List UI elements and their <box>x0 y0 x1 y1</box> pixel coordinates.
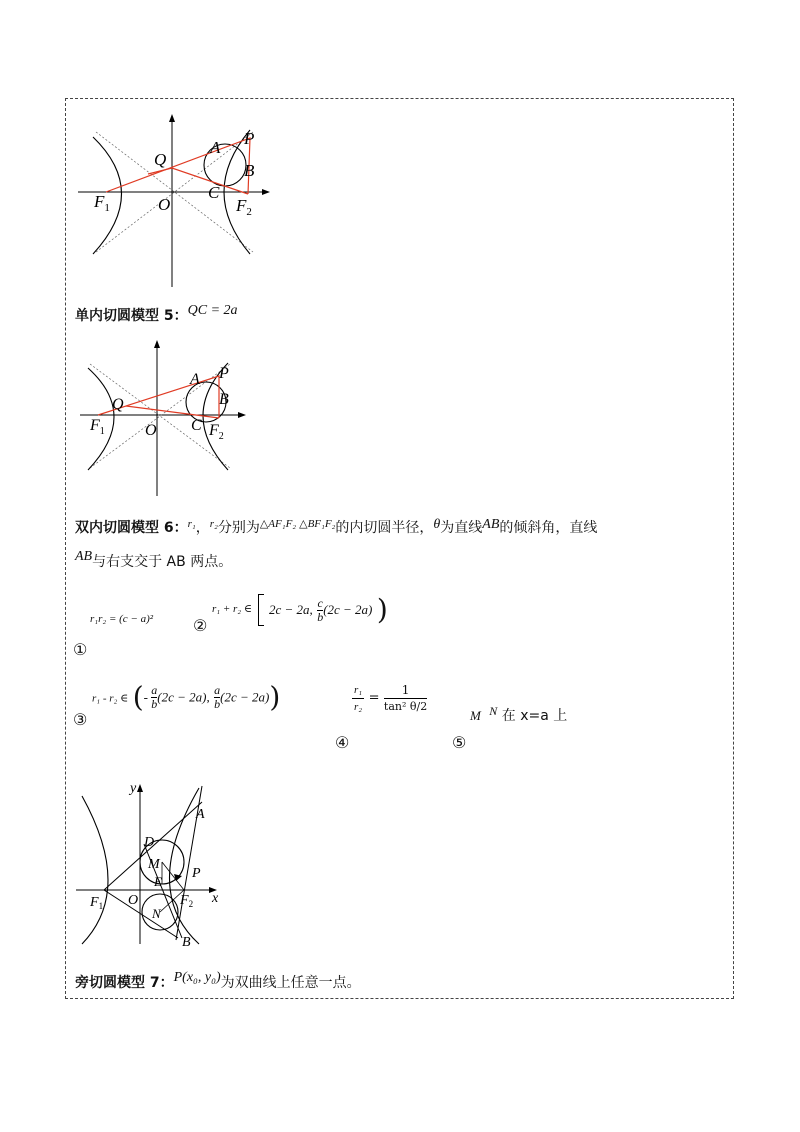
model6-line2: AB与右支交于 AB 两点。 <box>75 549 233 570</box>
label-F1: $F_1$ <box>94 192 110 214</box>
model5-title: 单内切圆模型 5： <box>75 308 188 324</box>
label-E: E <box>154 874 162 889</box>
label-C: C <box>208 183 220 202</box>
left-paren: ( <box>132 680 144 714</box>
circled-3: ③ <box>73 710 88 729</box>
model7-title: 旁切圆模型 7： <box>75 975 174 991</box>
label-F2: $F_2$ <box>180 893 194 909</box>
label-A: A <box>210 138 221 157</box>
line-f1-b <box>104 890 178 938</box>
formula-2: r₁ + r₂ ∈ 2c − 2a, $\frac{c}{b}$ (2c − 2a) ) <box>212 593 388 626</box>
formula-3: r₁ - r₂ ∈ (- $\frac{a}{b}$ (2c − 2a), $\frac{a}{b}$ (2c − 2a)) <box>92 680 281 714</box>
fraction-a-b-1: $\frac{a}{b}$ <box>151 683 158 711</box>
x-axis-arrow-icon <box>262 189 270 195</box>
fraction-r1-r2: $\frac{\text{r₁}}{\text{r₂}}$ <box>354 684 363 713</box>
formula-5: M N 在 x=a 上 <box>470 704 568 724</box>
label-P: P <box>219 365 229 382</box>
label-F2: $F_2$ <box>209 422 224 442</box>
label-N: N <box>152 906 161 921</box>
label-x: x <box>212 891 219 906</box>
theta-symbol: θ <box>433 517 441 532</box>
circled-1: ① <box>73 640 88 659</box>
left-bracket <box>258 594 264 626</box>
label-Q: Q <box>154 150 167 169</box>
label-B: B <box>182 935 191 950</box>
label-B: B <box>244 161 255 180</box>
label-M: M <box>148 857 160 872</box>
figure-excircle <box>74 778 234 950</box>
fraction-c-b: $\frac{c}{b}$ <box>317 595 324 624</box>
right-paren: ) <box>376 593 388 626</box>
label-P: P <box>192 866 201 881</box>
circled-4: ④ <box>335 733 350 752</box>
r2-symbol: r₂ <box>209 518 218 530</box>
y-axis-arrow-icon <box>169 114 175 122</box>
circled-5: ⑤ <box>452 733 467 752</box>
model6-line1: 双内切圆模型 6：$^{r_1}$，$^{r_2}$分别为$^{\triangle AF_1F_2}$ $^{\triangle BF_1F_2}$的内切圆半径，θ为直线AB的倾斜角，直线 <box>75 517 598 536</box>
ab-symbol: AB <box>482 517 500 532</box>
label-D: D <box>144 835 155 850</box>
model7-formula: P(x₀, y₀) <box>173 970 221 985</box>
r1-symbol: r₁ <box>187 518 196 530</box>
model7-text: 为双曲线上任意一点。 <box>220 975 361 991</box>
label-F1: $F_1$ <box>90 417 105 437</box>
label-O: O <box>158 195 171 214</box>
right-paren: ) <box>269 680 281 714</box>
model6-title: 双内切圆模型 6： <box>75 520 188 536</box>
label-F1: $F_1$ <box>90 895 104 911</box>
label-C: C <box>191 417 202 434</box>
label-F2: $F_2$ <box>236 196 252 218</box>
fraction-1-tan: $\frac{1}{\text{tan² θ/2}}$ <box>383 683 428 713</box>
red-line-f2-q <box>148 168 248 194</box>
triangle-1: △AF₁F₂ <box>259 518 297 530</box>
circled-2: ② <box>193 616 208 635</box>
formula-1: r₁r₂ = (c − a)² <box>90 613 154 625</box>
model7-line <box>75 970 361 994</box>
model5-formula: QC = 2a <box>187 303 238 318</box>
y-axis-arrow-icon <box>154 340 160 348</box>
label-A: A <box>190 371 200 388</box>
label-O: O <box>145 422 157 439</box>
label-B: B <box>219 391 229 408</box>
figure-single-incircle-1 <box>78 112 278 290</box>
label-Q: Q <box>112 396 124 413</box>
label-A: A <box>196 807 205 822</box>
x-axis-arrow-icon <box>238 412 246 418</box>
label-y: y <box>130 781 137 796</box>
label-P: P <box>244 129 255 148</box>
red-line-f2-q <box>126 406 219 418</box>
fraction-a-b-2: $\frac{a}{b}$ <box>214 683 221 711</box>
triangle-2: △BF₁F₂ <box>299 518 336 530</box>
figure-single-incircle-2 <box>78 338 248 498</box>
formula-4: $\frac{\text{r₁}}{\text{r₂}}$ = $\frac{1}{\text{tan² θ/2}}$ <box>354 683 428 713</box>
hyperbola-left-branch <box>82 796 108 944</box>
model5-line <box>75 303 238 327</box>
y-axis-arrow-icon <box>137 784 143 792</box>
label-O: O <box>128 893 139 908</box>
